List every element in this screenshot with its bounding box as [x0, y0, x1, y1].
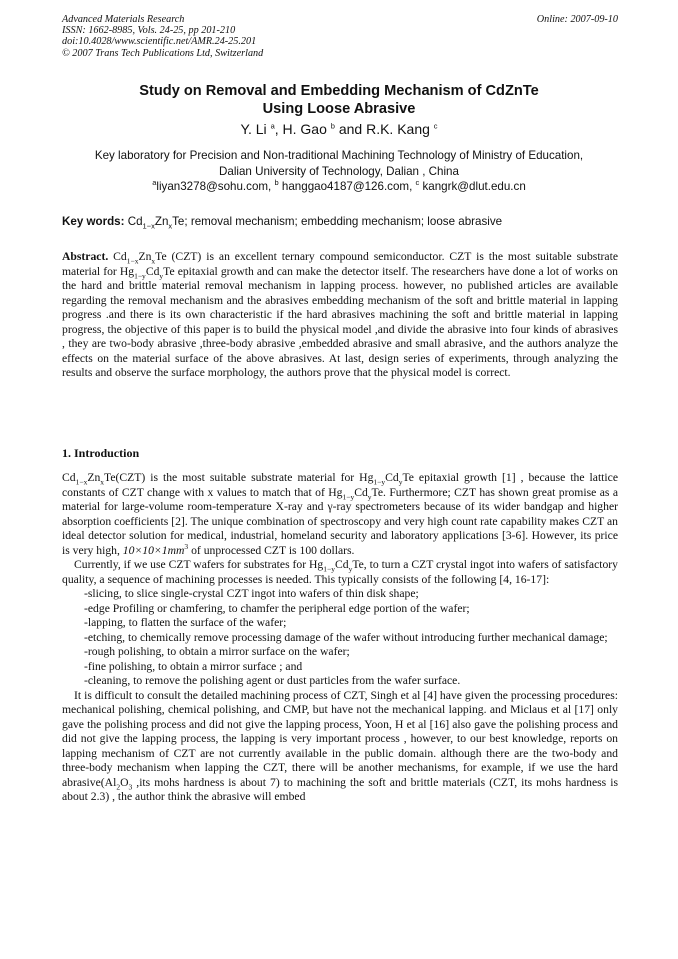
list-item: - cleaning, to remove the polishing agent or dust particles from the wafer surface. [84, 674, 618, 689]
email-line [62, 179, 616, 195]
keyword-text: Zn [154, 215, 169, 228]
title-line-2: Using Loose Abrasive [262, 101, 416, 117]
affil-mark: c [433, 121, 438, 131]
email-address[interactable]: liyan3278@sohu.com, [156, 180, 275, 193]
journal-header [62, 14, 618, 59]
keywords [62, 214, 618, 229]
subscript: 1−x [75, 477, 88, 487]
subscript: 1−x [126, 256, 139, 266]
abstract-label: Abstract. [62, 250, 109, 263]
text: Te epitaxial growth [1] , because the lattice constants of CZT change with x values to match that of Hg [62, 471, 618, 499]
author-list [62, 121, 616, 138]
abstract-text: Cd [145, 264, 160, 278]
text: Currently, if we use CZT wafers for substrates for Hg [74, 558, 324, 571]
text: ,its mohs hardness is about 7) to machining the soft and brittle materials (CZT, its mohs hardness is about 2.3) , the author think the abrasive will embed [62, 775, 618, 803]
subscript: 1−y [342, 491, 355, 501]
text: Zn [87, 471, 101, 484]
subscript: y [348, 564, 353, 574]
list-item: - lapping, to flatten the surface of the wafer; [84, 616, 618, 631]
text: Cd [354, 485, 368, 499]
text: Te, to turn a CZT crystal ingot into wafers of satisfactory quality, a sequence of machining processes is needed. This typically consists of the following [4, 16-17]: [62, 558, 618, 586]
text: Cd [62, 471, 76, 484]
subscript: 2 [116, 781, 121, 791]
text: O [120, 775, 129, 789]
author-separator: , [274, 121, 283, 137]
paragraph [62, 689, 618, 805]
affiliation-line-2: Dalian University of Technology, Dalian , China [219, 164, 459, 178]
email-mark: b [274, 178, 279, 188]
subscript: y [159, 270, 164, 280]
subscript: 3 [128, 781, 133, 791]
text: Te. Furthermore; CZT has shown great promise as a material for large-volume room-temperature X-ray and γ-ray spectrometers because of its wider bandgap and higher absorption coefficients [2]. The unique combination of spectroscopy and very high count rate capability makes CZT an ideal detector solution for medical, industrial, homeland security and laboratory applications [3-6]. However, its price is very high, [62, 485, 618, 557]
issn: ISSN: 1662-8985, Vols. 24-25, pp 201-210 [62, 25, 236, 37]
introduction-body [62, 471, 618, 805]
process-step-list [62, 587, 618, 689]
email-mark: c [415, 178, 420, 188]
subscript: y [367, 491, 372, 501]
text: Cd [334, 558, 349, 571]
text: Cd [385, 471, 399, 484]
author-name: R.K. Kang [366, 121, 430, 137]
paper-title [62, 82, 616, 118]
text: of unprocessed CZT is 100 dollars. [188, 543, 355, 557]
list-item: - rough polishing, to obtain a mirror surface on the wafer; [84, 645, 618, 660]
email-mark: a [152, 178, 157, 188]
affiliation-line-1: Key laboratory for Precision and Non-traditional Machining Technology of Ministry of Education, [94, 149, 584, 162]
keyword-text: Cd [124, 215, 143, 228]
email-address[interactable]: hanggao4187@126.com, [278, 180, 416, 193]
copyright: © 2007 Trans Tech Publications Ltd, Switzerland [62, 47, 264, 59]
author-name: H. Gao [282, 121, 327, 137]
email-address[interactable]: kangrk@dlut.edu.cn [419, 180, 526, 193]
affiliation [62, 148, 616, 195]
list-item: - slicing, to slice single-crystal CZT ingot into wafers of thin disk shape; [84, 587, 618, 602]
superscript: 3 [184, 541, 189, 551]
list-item: - edge Profiling or chamfering, to chamfer the peripheral edge portion of the wafer; [84, 602, 618, 617]
subscript: 1−x [142, 221, 155, 231]
doi[interactable]: doi:10.4028/www.scientific.net/AMR.24-25.201 [62, 36, 257, 48]
paragraph [62, 558, 618, 587]
journal-name: Advanced Materials Research [62, 14, 185, 25]
abstract-text: Zn [138, 250, 152, 263]
paragraph [62, 471, 618, 558]
title-line-1: Study on Removal and Embedding Mechanism of CdZnTe [139, 83, 539, 99]
list-item: - fine polishing, to obtain a mirror surface ; and [84, 660, 618, 675]
keywords-label: Key words: [62, 215, 125, 228]
subscript: 1−y [134, 270, 146, 280]
affil-mark: a [270, 121, 275, 131]
text: It is difficult to consult the detailed machining process of CZT, Singh et al [4] have given the processing procedures: mechanical polishing, chemical polishing, and CMP, but have not the mechanical lapping. and Miclaus et al [17] only gave the polishing process and did not give the lapping process, Yoon, H et al [16] also gave the polishing process and did not give the lapping process, the lapping is very important process , however, to our best knowledge, reports on lapping mechanism of CZT are not currently available in the public domain. although there are the two-body and three-body mechanism when lapping the CZT, there will be another mechanisms, for example, if we use the hard abrasive(Al [62, 688, 618, 789]
list-item: - etching, to chemically remove processing damage of the wafer without introducing further mechanical damage; [84, 631, 618, 646]
affil-mark: b [330, 121, 335, 131]
subscript: 1−y [373, 477, 386, 487]
online-date: Online: 2007-09-10 [536, 14, 618, 25]
subscript: x [151, 256, 156, 266]
math-expression: 10×10×1mm [122, 543, 185, 557]
abstract-text: Cd [108, 250, 127, 263]
subscript: 1−y [323, 564, 335, 574]
text: Te(CZT) is the most suitable substrate material for Hg [104, 471, 374, 484]
subscript: x [100, 477, 105, 487]
subscript: x [168, 221, 173, 231]
abstract-text: Te epitaxial growth and can make the detector itself. The researchers have done a lot of works on the hard and brittle material removal mechanism in lapping process. however, no published articles are available regarding the removal mechanism and the abrasives embedding mechanism of the soft and brittle material in lapping progress .and there is its own characteristic if the hard abrasives machining the soft and brittle material in lapping progress, the objective of this paper is to build the physical model ,and divide the abrasive into four kinds of abrasives , they are two-body abrasive ,three-body abrasive ,embedded abrasive and small abrasive, and the authors analyze the effects on the material surface of the above abrasives. At last, design series of experiments, through analyzing the results and observe the surface morphology, the authors prove that the physical model is correct. [62, 264, 618, 379]
author-separator: and [334, 121, 367, 137]
abstract [62, 250, 618, 381]
author-name: Y. Li [240, 121, 267, 137]
abstract-text: Te (CZT) is an excellent ternary compound semiconductor. CZT is the most suitable substrate material for Hg [62, 250, 618, 278]
keyword-text: Te; removal mechanism; embedding mechanism; loose abrasive [172, 215, 503, 228]
subscript: y [398, 477, 403, 487]
section-heading: 1. Introduction [62, 446, 140, 460]
